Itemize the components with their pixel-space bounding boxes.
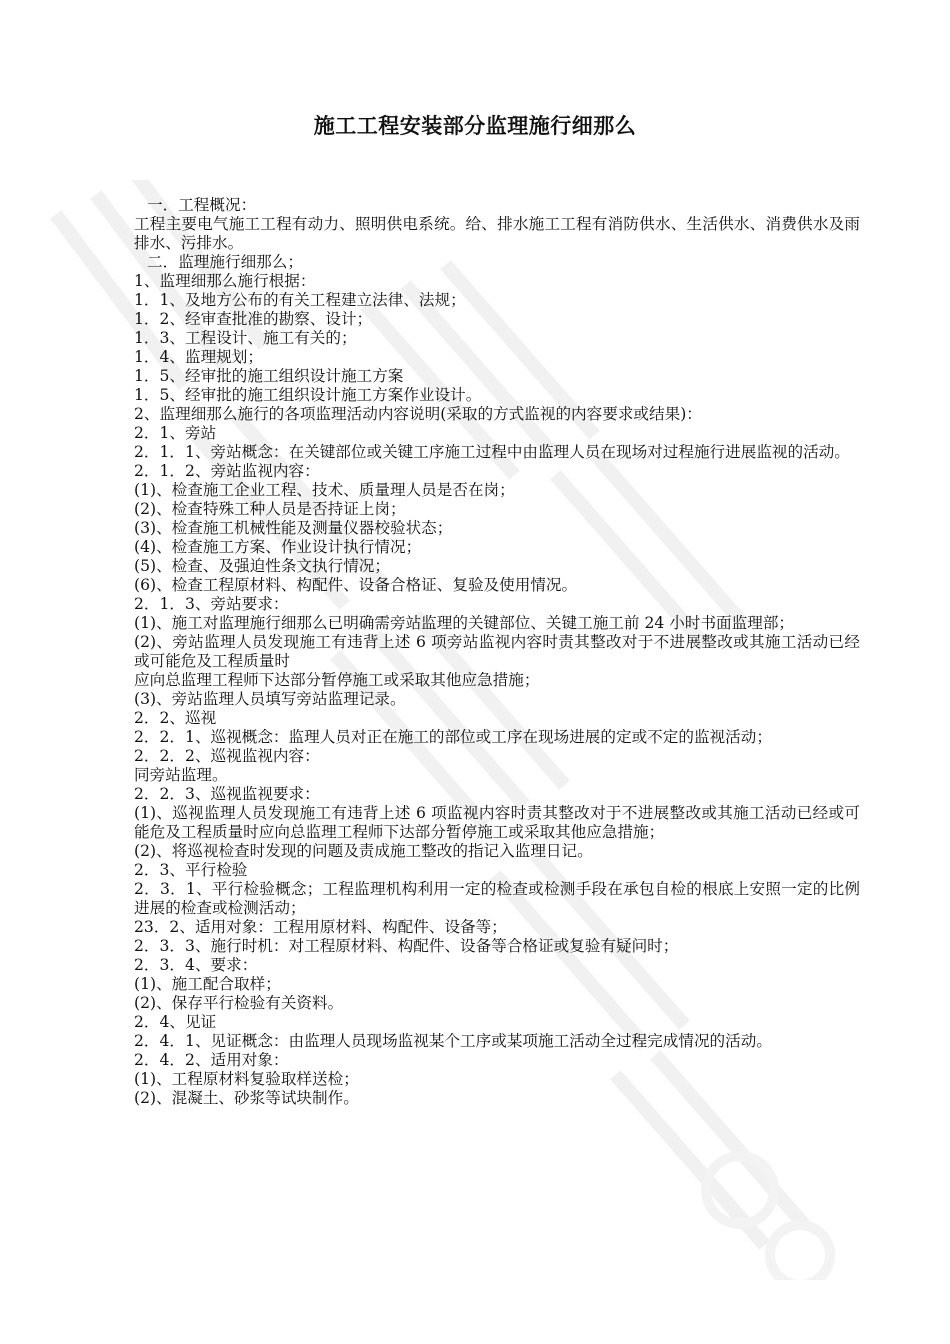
- paragraph-line: 2．2．3、巡视监视要求：: [134, 785, 320, 803]
- paragraph-line: (6)、检查工程原材料、构配件、设备合格证、复验及使用情况。: [134, 576, 578, 594]
- paragraph-line: 1．1、及地方公布的有关工程建立法律、法规；: [134, 291, 466, 309]
- paragraph-line: (2)、旁站监理人员发现施工有违背上述 6 项旁站监视内容时责其整改对于不进展整改或其施工活动已经或可能危及工程质量时: [134, 633, 860, 670]
- paragraph-line: 工程主要电气施工工程有动力、照明供电系统。给、排水施工工程有消防供水、生活供水、消费供水及雨排水、污排水。: [134, 215, 860, 252]
- paragraph-line: (1)、工程原材料复验取样送检；: [134, 1070, 359, 1088]
- paragraph-line: 2．4．1、见证概念：由监理人员现场监视某个工序或某项施工活动全过程完成情况的活动。: [134, 1032, 772, 1050]
- paragraph-line: 2．1．1、旁站概念：在关键部位或关键工序施工过程中由监理人员在现场对过程施行进展监视的活动。: [134, 443, 850, 461]
- paragraph-line: 1．5、经审批的施工组织设计施工方案: [134, 367, 404, 385]
- document-title: 施工工程安装部分监理施行细那么: [313, 114, 637, 138]
- paragraph-line: 一．工程概况：: [147, 196, 257, 214]
- paragraph-line: 二．监理施行细那么；: [147, 253, 303, 271]
- paragraph-line: (1)、施工配合取样；: [134, 975, 281, 993]
- paragraph-line: 1．2、经审查批准的勘察、设计；: [134, 310, 373, 328]
- paragraph-line: 23．2、适用对象：工程用原材料、构配件、设备等；: [134, 918, 507, 936]
- paragraph-line: 2．1、旁站: [134, 424, 217, 442]
- paragraph-line: 2．3．4、要求：: [134, 956, 258, 974]
- paragraph-line: 应向总监理工程师下达部分暂停施工或采取其他应急措施；: [134, 671, 540, 689]
- paragraph-line: 2．3．3、施行时机：对工程原材料、构配件、设备等合格证或复验有疑问时；: [134, 937, 679, 955]
- paragraph-line: 同旁站监理。: [134, 766, 228, 784]
- paragraph-line: (4)、检查施工方案、作业设计执行情况；: [134, 538, 422, 556]
- paragraph-line: (1)、巡视监理人员发现施工有违背上述 6 项监视内容时责其整改对于不进展整改或其施工活动已经或可能危及工程质量时应向总监理工程师下达部分暂停施工或采取其他应急措施；: [134, 804, 860, 841]
- paragraph-line: (5)、检查、及强迫性条文执行情况；: [134, 557, 390, 575]
- paragraph-line: (2)、保存平行检验有关资料。: [134, 994, 344, 1012]
- paragraph-line: 2．4．2、适用对象：: [134, 1051, 289, 1069]
- paragraph-line: 1．4、监理规划；: [134, 348, 263, 366]
- paragraph-line: 2．2．2、巡视监视内容：: [134, 747, 320, 765]
- paragraph-line: 2．2．1、巡视概念：监理人员对正在施工的部位或工序在现场进展的定或不定的监视活动；: [134, 728, 772, 746]
- paragraph-line: (2)、检查特殊工种人员是否持证上岗；: [134, 500, 406, 518]
- document-body: [92, 196, 860, 1108]
- paragraph-line: 2．3、平行检验: [134, 861, 248, 879]
- paragraph-line: (3)、旁站监理人员填写旁站监理记录。: [134, 690, 406, 708]
- paragraph-line: 2．4、见证: [134, 1013, 217, 1031]
- paragraph-line: 1、监理细那么施行根据：: [134, 272, 316, 290]
- paragraph-line: (1)、施工对监理施行细那么已明确需旁站监理的关键部位、关键工施工前 24 小时书面监理部；: [134, 614, 795, 632]
- paragraph-line: (2)、将巡视检查时发现的问题及责成施工整改的指记入监理日记。: [134, 842, 593, 860]
- paragraph-line: (2)、混凝土、砂浆等试块制作。: [134, 1089, 359, 1107]
- paragraph-line: 2．1．3、旁站要求：: [134, 595, 289, 613]
- paragraph-line: 1．3、工程设计、施工有关的；: [134, 329, 357, 347]
- paragraph-line: (1)、检查施工企业工程、技术、质量理人员是否在岗；: [134, 481, 515, 499]
- paragraph-line: 2．1．2、旁站监视内容：: [134, 462, 320, 480]
- paragraph-line: 2．2、巡视: [134, 709, 217, 727]
- paragraph-line: 1．5、经审批的施工组织设计施工方案作业设计。: [134, 386, 482, 404]
- paragraph-line: 2、监理细那么施行的各项监理活动内容说明(采取的方式监视的内容要求或结果)：: [134, 405, 702, 423]
- paragraph-line: (3)、检查施工机械性能及测量仪器校验状态；: [134, 519, 453, 537]
- paragraph-line: 2．3．1、平行检验概念；工程监理机构利用一定的检查或检测手段在承包自检的根底上安照一定的比例进展的检查或检测活动；: [134, 880, 860, 917]
